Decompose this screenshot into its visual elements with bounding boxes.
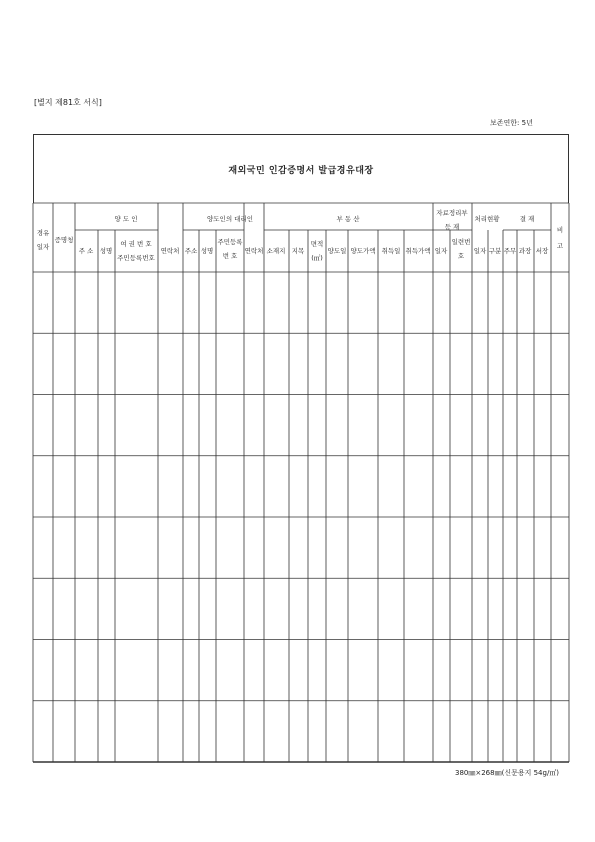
header-remarks: 고 bbox=[556, 242, 564, 250]
header-agent-id: 주민등록 bbox=[217, 238, 243, 246]
header-approval: 결 재 bbox=[519, 215, 535, 223]
header-remarks: 비 bbox=[556, 226, 564, 234]
header-notice-date: 일자 bbox=[434, 247, 448, 255]
header-passport: 주민등록번호 bbox=[117, 254, 155, 262]
header-transferor: 양 도 인 bbox=[114, 215, 138, 223]
header-transferor-address: 주 소 bbox=[78, 247, 94, 255]
header-data-notice: 자료정리부 bbox=[436, 209, 468, 217]
header-section: 과장 bbox=[518, 247, 532, 255]
header-processing-date: 일자 bbox=[473, 247, 487, 255]
paper-spec: 380㎜×268㎜(신문용지 54g/㎡) bbox=[455, 769, 560, 777]
header-agent-name: 성명 bbox=[200, 247, 214, 255]
form-number: [별지 제81호 서식] bbox=[34, 98, 102, 107]
header-serial: 호 bbox=[457, 252, 465, 260]
header-agent: 양도인의 대리인 bbox=[206, 215, 254, 223]
header-serial: 일련번 bbox=[451, 238, 471, 246]
header-passport: 여 권 번 호 bbox=[120, 240, 152, 248]
header-transferor-contact: 연락처 bbox=[160, 247, 180, 255]
header-agent-contact: 연락처 bbox=[244, 247, 264, 255]
header-proof-number: 증명청 bbox=[54, 236, 74, 244]
header-date: 일자 bbox=[36, 243, 50, 251]
header-realestate: 부 동 산 bbox=[336, 215, 360, 223]
retention-period: 보존연한: 5년 bbox=[490, 119, 533, 127]
header-transferor-name: 성명 bbox=[99, 247, 113, 255]
header-processing: 처리현황 bbox=[474, 215, 500, 223]
header-area: (㎡) bbox=[311, 254, 323, 262]
header-date: 경유 bbox=[36, 229, 50, 237]
form-title: 재외국민 인감증명서 발급경유대장 bbox=[228, 166, 374, 176]
header-transfer-date: 양도일 bbox=[327, 247, 347, 255]
header-location: 소재지 bbox=[266, 247, 286, 255]
header-chief: 서장 bbox=[535, 247, 549, 255]
header-lot: 지목 bbox=[291, 247, 305, 255]
header-agent-address: 주소 bbox=[184, 247, 198, 255]
header-transfer-price: 양도가액 bbox=[350, 247, 376, 255]
header-acquire-date: 취득일 bbox=[381, 247, 401, 255]
header-acquire-price: 취득가액 bbox=[405, 247, 431, 255]
header-officer: 주무 bbox=[503, 247, 517, 255]
header-data-notice: 등 재 bbox=[444, 223, 460, 231]
header-category: 구분 bbox=[488, 247, 502, 255]
header-agent-id: 번 호 bbox=[222, 252, 238, 260]
header-area: 면적 bbox=[310, 240, 324, 248]
